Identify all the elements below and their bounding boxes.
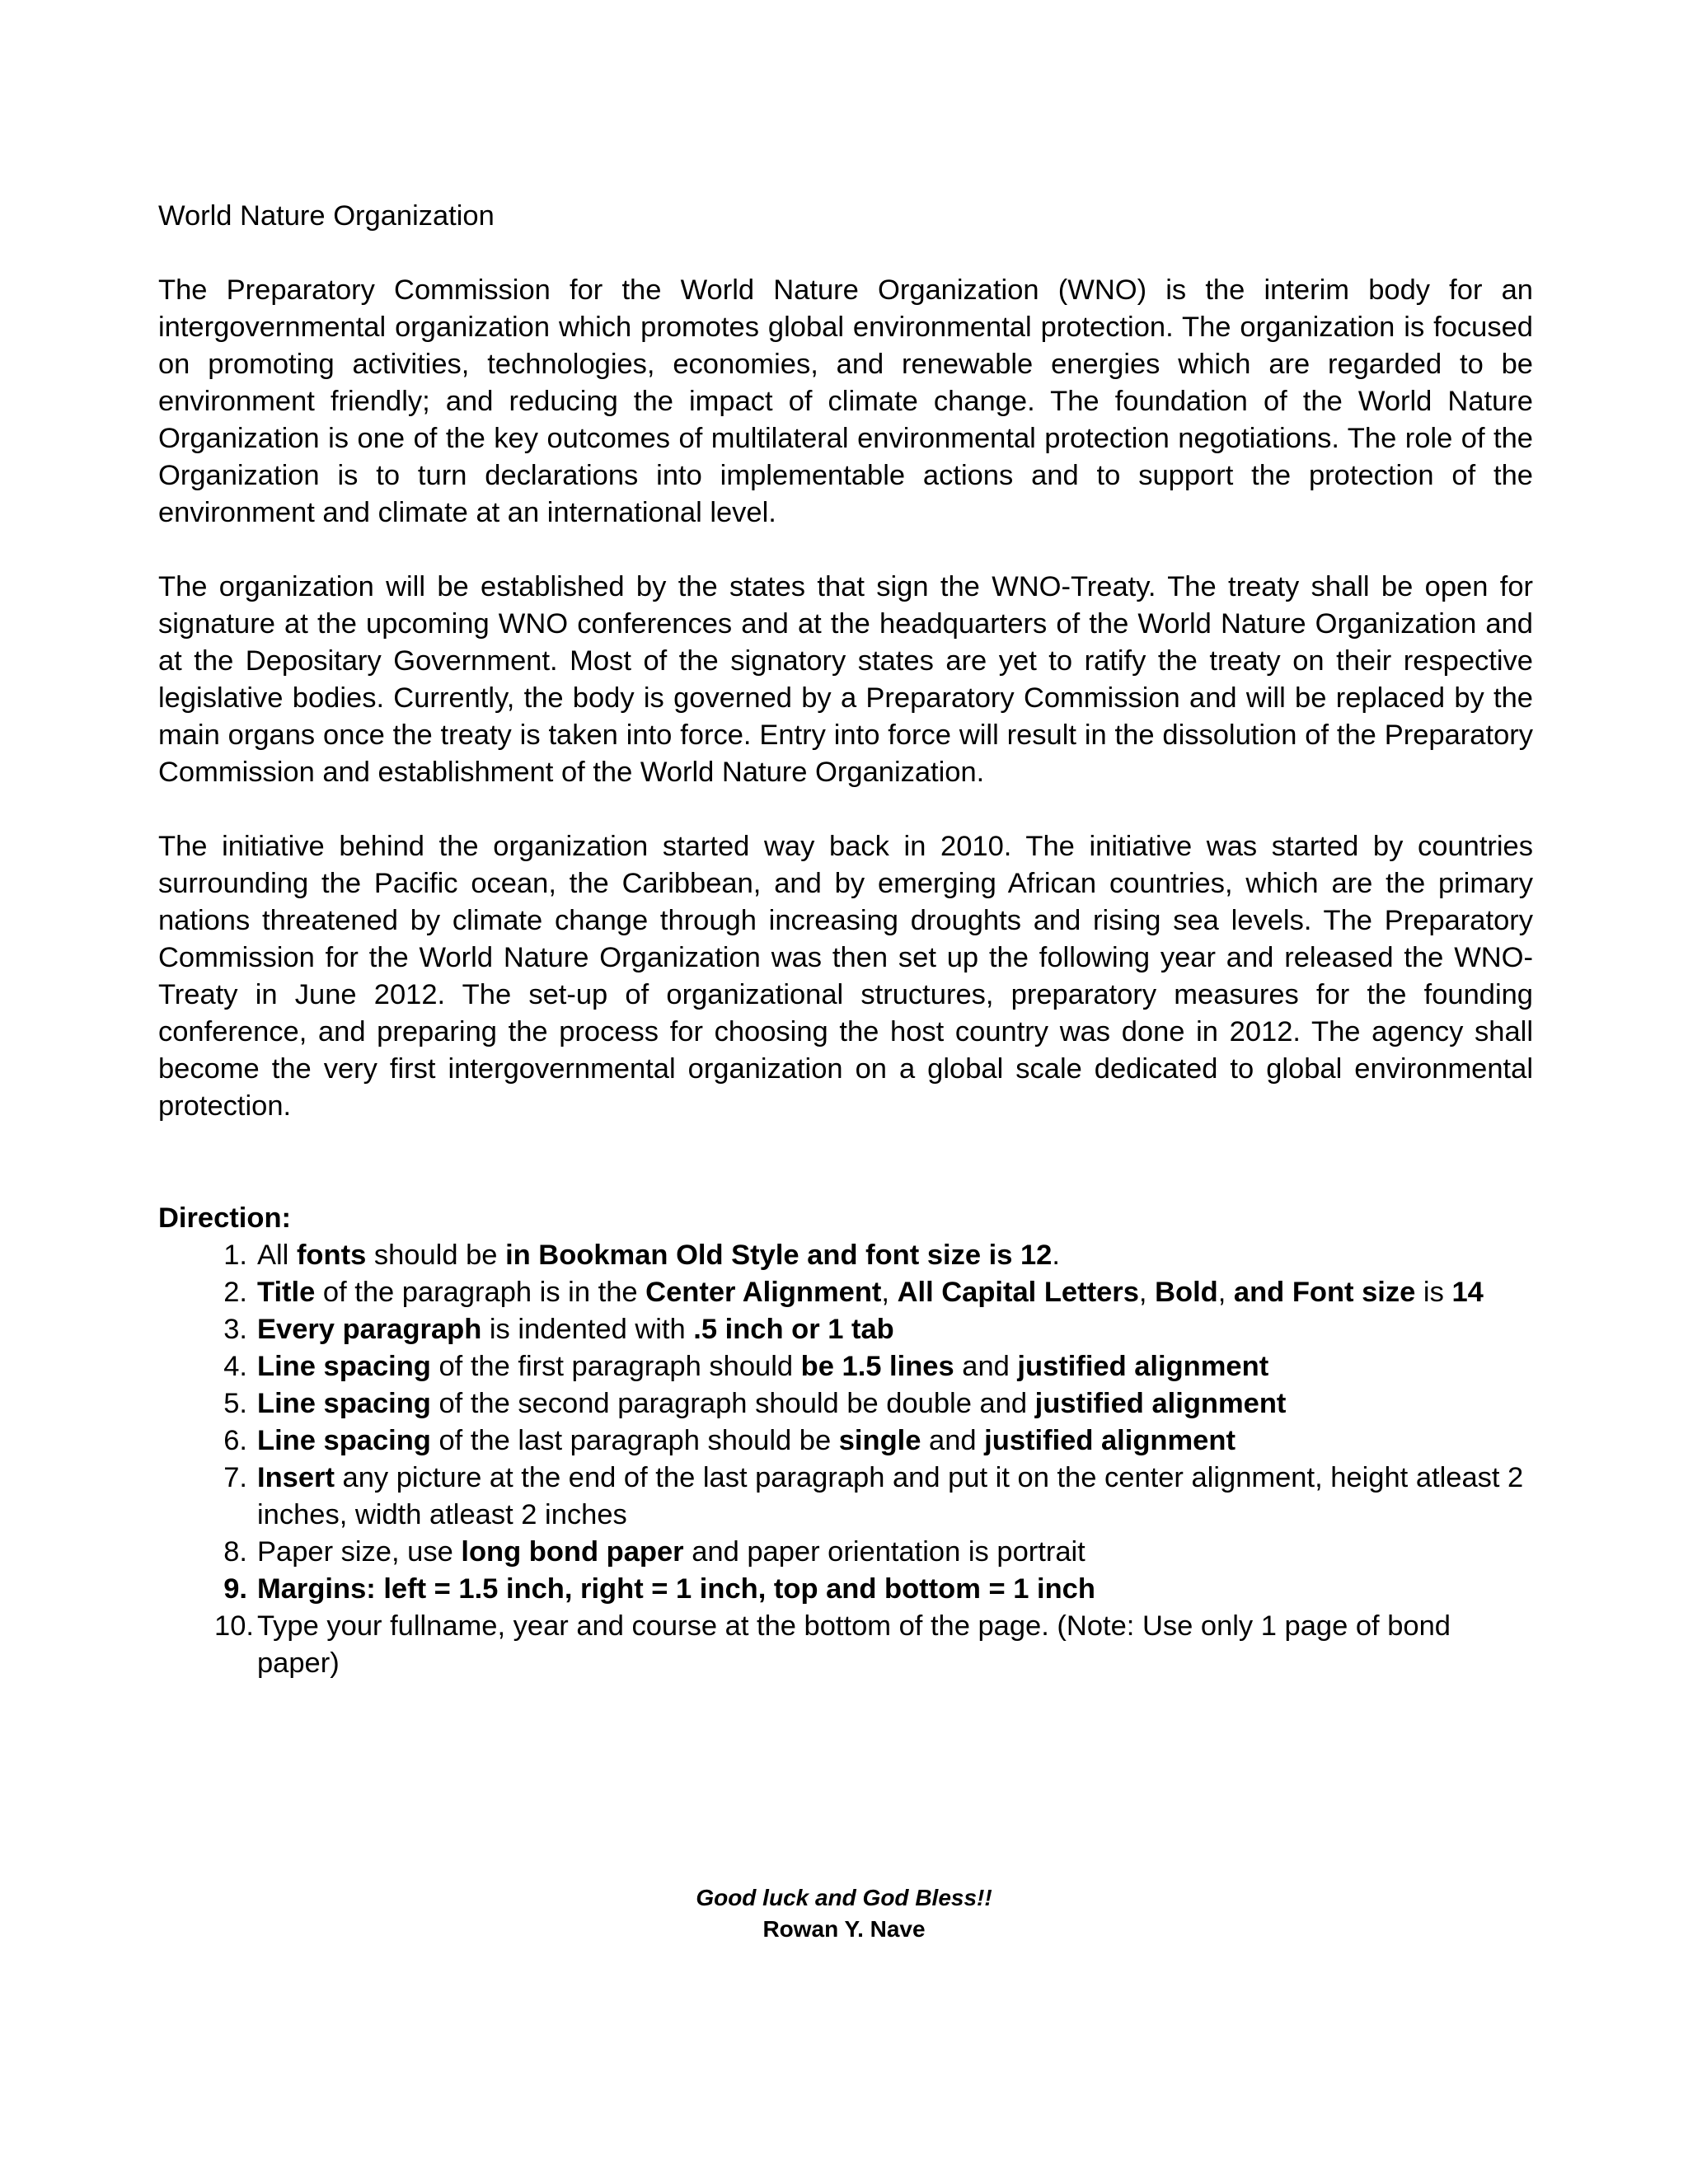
direction-item-text: any picture at the end of the last paragraph and put it on the center alignment, height atleast 2 inches, width atleast 2 inches <box>257 1462 1524 1530</box>
direction-item-number: 2. <box>223 1277 247 1308</box>
direction-item-text: Every paragraph <box>257 1314 482 1345</box>
direction-item <box>158 1385 1533 1422</box>
direction-item-text: All <box>257 1240 297 1271</box>
direction-item <box>158 1534 1533 1571</box>
direction-item <box>158 1571 1533 1608</box>
direction-item <box>158 1237 1533 1274</box>
direction-item-text: , <box>1138 1277 1156 1308</box>
directions-list <box>158 1237 1533 1682</box>
direction-item-text: of the second paragraph should be double and <box>430 1388 1035 1419</box>
direction-item-text: of the last paragraph should be <box>430 1425 839 1456</box>
direction-item-text: be 1.5 lines <box>800 1351 954 1382</box>
direction-item-number: 9. <box>223 1573 247 1605</box>
direction-item <box>158 1422 1533 1460</box>
direction-item-text: and paper orientation is portrait <box>683 1536 1085 1568</box>
paragraph-2: The organization will be established by the states that sign the WNO-Treaty. The treaty shall be open for signature at the upcoming WNO conferences and at the headquarters of the World Nature Organization and at the Depositary Government. Most of the signatory states are yet to ratify the treaty on their respective legislative bodies. Currently, the body is governed by a Preparatory Commission and will be replaced by the main organs once the treaty is taken into force. Entry into force will result in the dissolution of the Preparatory Commission and establishment of the World Nature Organization. <box>158 571 1533 788</box>
direction-item-text: , <box>881 1277 898 1308</box>
direction-item-text: 14 <box>1451 1277 1484 1308</box>
direction-item-text: and <box>921 1425 985 1456</box>
document-title: World Nature Organization <box>158 200 495 232</box>
direction-item-text: fonts <box>296 1240 367 1271</box>
direction-item-text: justified alignment <box>1034 1388 1287 1419</box>
direction-item-text: in Bookman Old Style and font size is 12 <box>505 1240 1053 1271</box>
closing-wish: Good luck and God Bless!! <box>696 1885 992 1910</box>
direction-item-number: 6. <box>223 1425 247 1456</box>
direction-item-text: is indented with <box>481 1314 694 1345</box>
closing <box>0 1882 1688 1945</box>
direction-item-text: and <box>954 1351 1018 1382</box>
direction-item-text: .5 inch or 1 tab <box>693 1314 894 1345</box>
direction-item-text: Line spacing <box>257 1351 431 1382</box>
direction-item-text: Center Alignment <box>645 1277 882 1308</box>
direction-item-text: All Capital Letters <box>897 1277 1139 1308</box>
direction-item-text: Title <box>257 1277 316 1308</box>
direction-item-number: 7. <box>223 1462 247 1493</box>
closing-author: Rowan Y. Nave <box>762 1916 926 1942</box>
direction-item-number: 5. <box>223 1388 247 1419</box>
direction-item-number: 10. <box>214 1610 254 1642</box>
document-page <box>158 198 1533 1682</box>
direction-section <box>158 1200 1533 1682</box>
direction-heading: Direction: <box>158 1202 292 1234</box>
direction-item-text: is <box>1415 1277 1452 1308</box>
direction-item-text: Type your fullname, year and course at the bottom of the page. (Note: Use only 1 page of bond paper) <box>257 1610 1451 1679</box>
direction-item-number: 3. <box>223 1314 247 1345</box>
direction-item <box>158 1311 1533 1348</box>
direction-item-text: single <box>838 1425 921 1456</box>
direction-item-text: Insert <box>257 1462 335 1493</box>
direction-item-text: long bond paper <box>461 1536 684 1568</box>
direction-item-text: justified alignment <box>1017 1351 1269 1382</box>
paragraph-3: The initiative behind the organization started way back in 2010. The initiative was started by countries surrounding the Pacific ocean, the Caribbean, and by emerging African countries, which are the primary nations threatened by climate change through increasing droughts and rising sea levels. The Preparatory Commission for the World Nature Organization was then set up the following year and released the WNO-Treaty in June 2012. The set-up of organizational structures, preparatory measures for the founding conference, and preparing the process for choosing the host country was done in 2012. The agency shall become the very first intergovernmental organization on a global scale dedicated to global environmental protection. <box>158 831 1533 1122</box>
direction-item-text: Margins: left = 1.5 inch, right = 1 inch, top and bottom = 1 inch <box>257 1573 1095 1605</box>
paragraph-1: The Preparatory Commission for the World Nature Organization (WNO) is the interim body for an intergovernmental organization which promotes global environmental protection. The organization is focused on promoting activities, technologies, economies, and renewable energies which are regarded to be environment friendly; and reducing the impact of climate change. The foundation of the World Nature Organization is one of the key outcomes of multilateral environmental protection negotiations. The role of the Organization is to turn declarations into implementable actions and to support the protection of the environment and climate at an international level. <box>158 274 1533 528</box>
direction-item-text: . <box>1052 1240 1060 1271</box>
direction-item-text: Line spacing <box>257 1425 431 1456</box>
direction-item-number: 8. <box>223 1536 247 1568</box>
direction-item-text: , <box>1217 1277 1234 1308</box>
direction-item-text: of the paragraph is in the <box>315 1277 646 1308</box>
direction-item <box>158 1274 1533 1311</box>
direction-item-number: 1. <box>223 1240 247 1271</box>
direction-item-text: and Font size <box>1233 1277 1416 1308</box>
direction-item-text: Line spacing <box>257 1388 431 1419</box>
direction-item-text: should be <box>366 1240 506 1271</box>
direction-item-number: 4. <box>223 1351 247 1382</box>
direction-item <box>158 1608 1533 1682</box>
direction-item <box>158 1348 1533 1385</box>
direction-item-text: Bold <box>1155 1277 1218 1308</box>
direction-item-text: Paper size, use <box>257 1536 462 1568</box>
direction-item-text: of the first paragraph should <box>430 1351 801 1382</box>
direction-item-text: justified alignment <box>984 1425 1236 1456</box>
direction-item <box>158 1460 1533 1534</box>
